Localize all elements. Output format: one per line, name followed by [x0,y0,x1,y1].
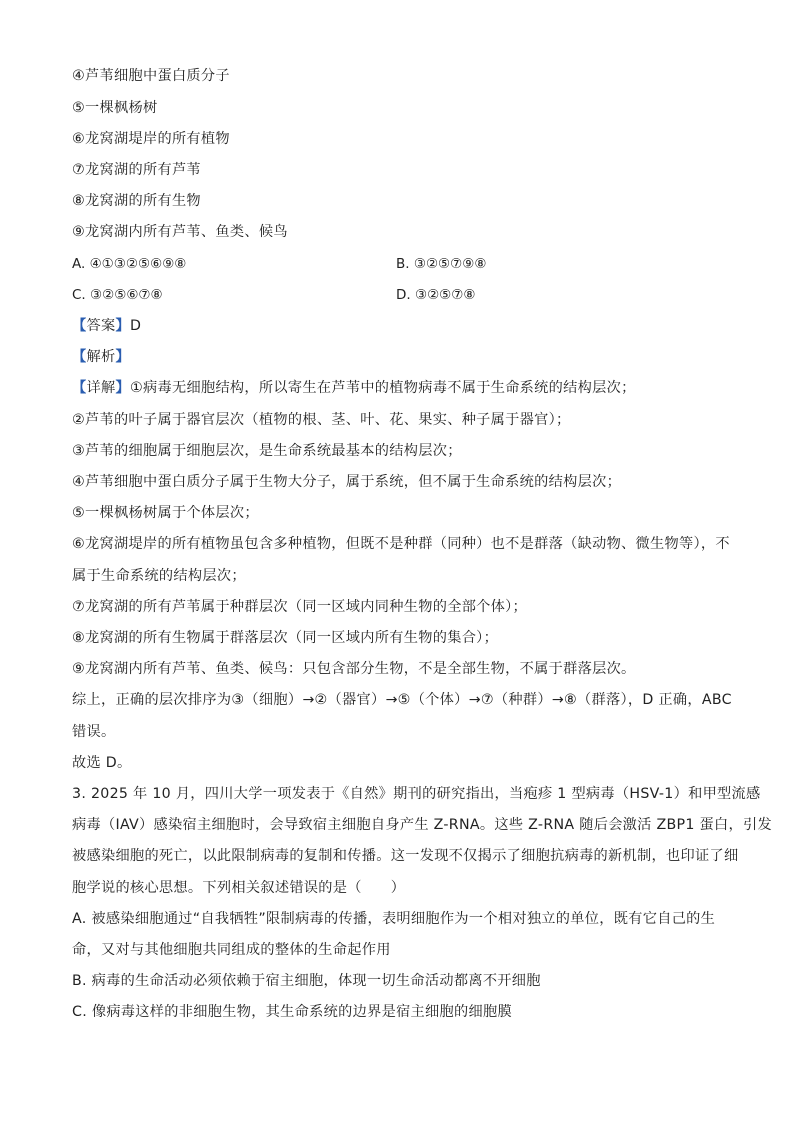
answer-value: D [129,318,142,334]
explanation-line: ⑦龙窝湖的所有芦苇属于种群层次（同一区域内同种生物的全部个体）； [72,599,528,615]
question3-stem-line: 被感染细胞的死亡，以此限制病毒的复制和传播。这一发现不仅揭示了细胞抗病毒的新机制，也印证了细 [72,848,739,864]
explanation-line: ⑤一棵枫杨树属于个体层次； [72,505,259,521]
analysis-bracket-close: 】 [115,349,130,365]
analysis-bracket-open: 【 [72,349,87,365]
analysis-label: 解析 [86,349,116,365]
explanation-line: ②芦苇的叶子属于器官层次（植物的根、茎、叶、花、果实、种子属于器官）； [72,412,571,428]
option-c: C. ③②⑤⑥⑦⑧ [72,287,163,303]
question3-option-b: B. 病毒的生命活动必须依赖于宿主细胞，体现一切生命活动都离不开细胞 [72,973,541,989]
question3-option-a-cont: 命，又对与其他细胞共同组成的整体的生命起作用 [72,942,391,958]
answer-bracket-close: 】 [115,318,130,334]
explanation-line: 故选 D。 [72,755,132,771]
explanation-line: 属于生命系统的结构层次； [72,568,246,584]
question3-stem-line: 病毒（IAV）感染宿主细胞时，会导致宿主细胞自身产生 Z-RNA。这些 Z-RNA 随后会激活 ZBP1 蛋白，引发 [72,817,772,833]
list-item: ④芦苇细胞中蛋白质分子 [72,68,230,84]
list-item: ⑧龙窝湖的所有生物 [72,193,201,209]
explanation-line: ⑧龙窝湖的所有生物属于群落层次（同一区域内所有生物的集合）； [72,630,499,646]
explanation-line: ⑥龙窝湖堤岸的所有植物虽包含多种植物，但既不是种群（同种）也不是群落（缺动物、微生物等），不 [72,536,730,552]
answer-label: 答案 [86,318,116,334]
question3-stem-line: 胞学说的核心思想。下列相关叙述错误的是（ ） [72,880,406,896]
detail-text: ①病毒无细胞结构，所以寄生在芦苇中的植物病毒不属于生命系统的结构层次； [129,380,636,396]
explanation-line: 综上，正确的层次排序为③（细胞）→②（器官）→⑤（个体）→⑦（种群）→⑧（群落），D 正确，ABC [72,692,732,708]
option-a: A. ④①③②⑤⑥⑨⑧ [72,256,187,272]
option-b: B. ③②⑤⑦⑨⑧ [396,256,487,272]
detail-label: 详解 [86,380,116,396]
explanation-line: ④芦苇细胞中蛋白质分子属于生物大分子，属于系统，但不属于生命系统的结构层次； [72,474,622,490]
explanation-line: 错误。 [72,724,116,740]
question3-option-c: C. 像病毒这样的非细胞生物，其生命系统的边界是宿主细胞的细胞膜 [72,1004,512,1020]
detail-bracket-open: 【 [72,380,87,396]
explanation-line: ③芦苇的细胞属于细胞层次，是生命系统最基本的结构层次； [72,443,462,459]
answer-bracket-open: 【 [72,318,87,334]
list-item: ⑨龙窝湖内所有芦苇、鱼类、候鸟 [72,224,288,240]
detail-bracket-close: 】 [115,380,130,396]
analysis-heading [72,347,724,367]
detail-line [72,378,724,398]
list-item: ⑦龙窝湖的所有芦苇 [72,162,201,178]
list-item: ⑤一棵枫杨树 [72,100,158,116]
option-d: D. ③②⑤⑦⑧ [396,287,476,303]
question3-option-a: A. 被感染细胞通过“自我牺牲”限制病毒的传播，表明细胞作为一个相对独立的单位，既有它自己的生 [72,911,716,927]
explanation-line: ⑨龙窝湖内所有芦苇、鱼类、候鸟：只包含部分生物，不是全部生物，不属于群落层次。 [72,661,636,677]
question3-stem-line: 3. 2025 年 10 月，四川大学一项发表于《自然》期刊的研究指出，当疱疹 1 型病毒（HSV-1）和甲型流感 [72,786,761,802]
answer-line [72,316,724,336]
list-item: ⑥龙窝湖堤岸的所有植物 [72,131,230,147]
